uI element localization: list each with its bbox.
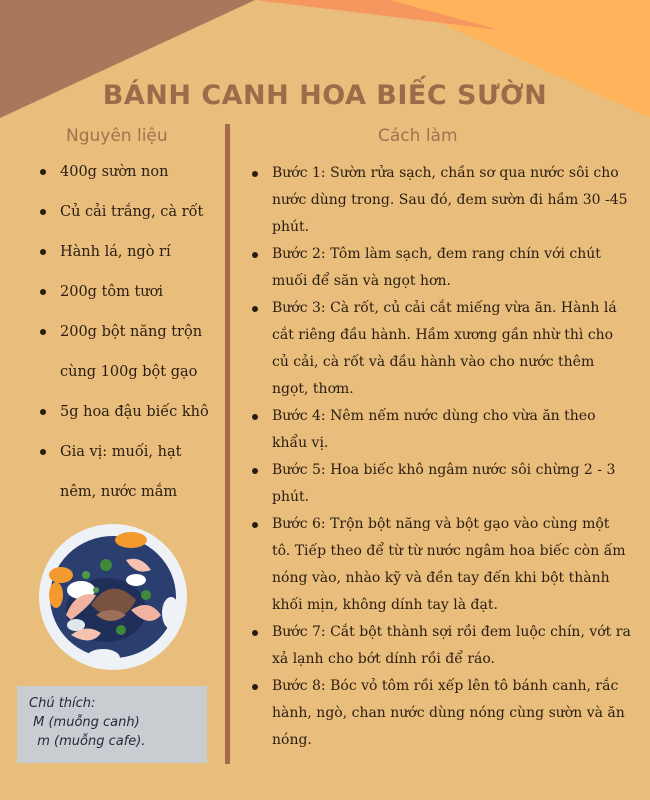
column-divider [225,124,230,764]
ingredient-item: 5g hoa đậu biếc khô [38,392,218,432]
method-heading: Cách làm [378,126,458,146]
method-step: Bước 3: Cà rốt, củ cải cắt miếng vừa ăn. Hành lá cắt riêng đầu hành. Hầm xương gần nhừ thì cho củ cải, cà rốt và đầu hành vào cho nước thêm ngọt, thơm. [252,295,632,403]
note-title: Chú thích: [29,696,96,711]
method-steps-list [252,160,632,754]
ingredients-heading: Nguyên liệu [66,126,168,146]
ingredient-item: Gia vị: muối, hạt nêm, nước mắm [38,432,218,512]
method-step: Bước 8: Bóc vỏ tôm rồi xếp lên tô bánh canh, rắc hành, ngò, chan nước dùng nóng cùng sườn và ăn nóng. [252,673,632,754]
method-step: Bước 2: Tôm làm sạch, đem rang chín với chút muối để săn và ngọt hơn. [252,241,632,295]
method-step: Bước 7: Cắt bột thành sợi rồi đem luộc chín, vớt ra xả lạnh cho bớt dính rồi để ráo. [252,619,632,673]
note-line-tablespoon: M (muỗng canh) [29,715,140,730]
method-step: Bước 1: Sườn rửa sạch, chần sơ qua nước sôi cho nước dùng trong. Sau đó, đem sườn đi hầm 30 -45 phút. [252,160,632,241]
method-step: Bước 6: Trộn bột năng và bột gạo vào cùng một tô. Tiếp theo để từ từ nước ngâm hoa biếc còn ấm nóng vào, nhào kỹ và đền tay đến khi bột thành khối mịn, không dính tay là đạt. [252,511,632,619]
ingredient-item: 400g sườn non [38,152,218,192]
note-box [17,686,207,763]
soup-bowl-photo [36,520,191,672]
method-step: Bước 5: Hoa biếc khô ngâm nước sôi chừng 2 - 3 phút. [252,457,632,511]
method-step: Bước 4: Nêm nếm nước dùng cho vừa ăn theo khẩu vị. [252,403,632,457]
ingredient-item: 200g tôm tươi [38,272,218,312]
note-line-teaspoon: m (muỗng cafe). [29,734,146,749]
ingredients-list [38,152,218,512]
ingredient-item: Củ cải trắng, cà rốt [38,192,218,232]
recipe-title: BÁNH CANH HOA BIẾC SƯỜN [102,80,548,111]
ingredient-item: Hành lá, ngò rí [38,232,218,272]
ingredient-item: 200g bột năng trộn cùng 100g bột gạo [38,312,218,392]
